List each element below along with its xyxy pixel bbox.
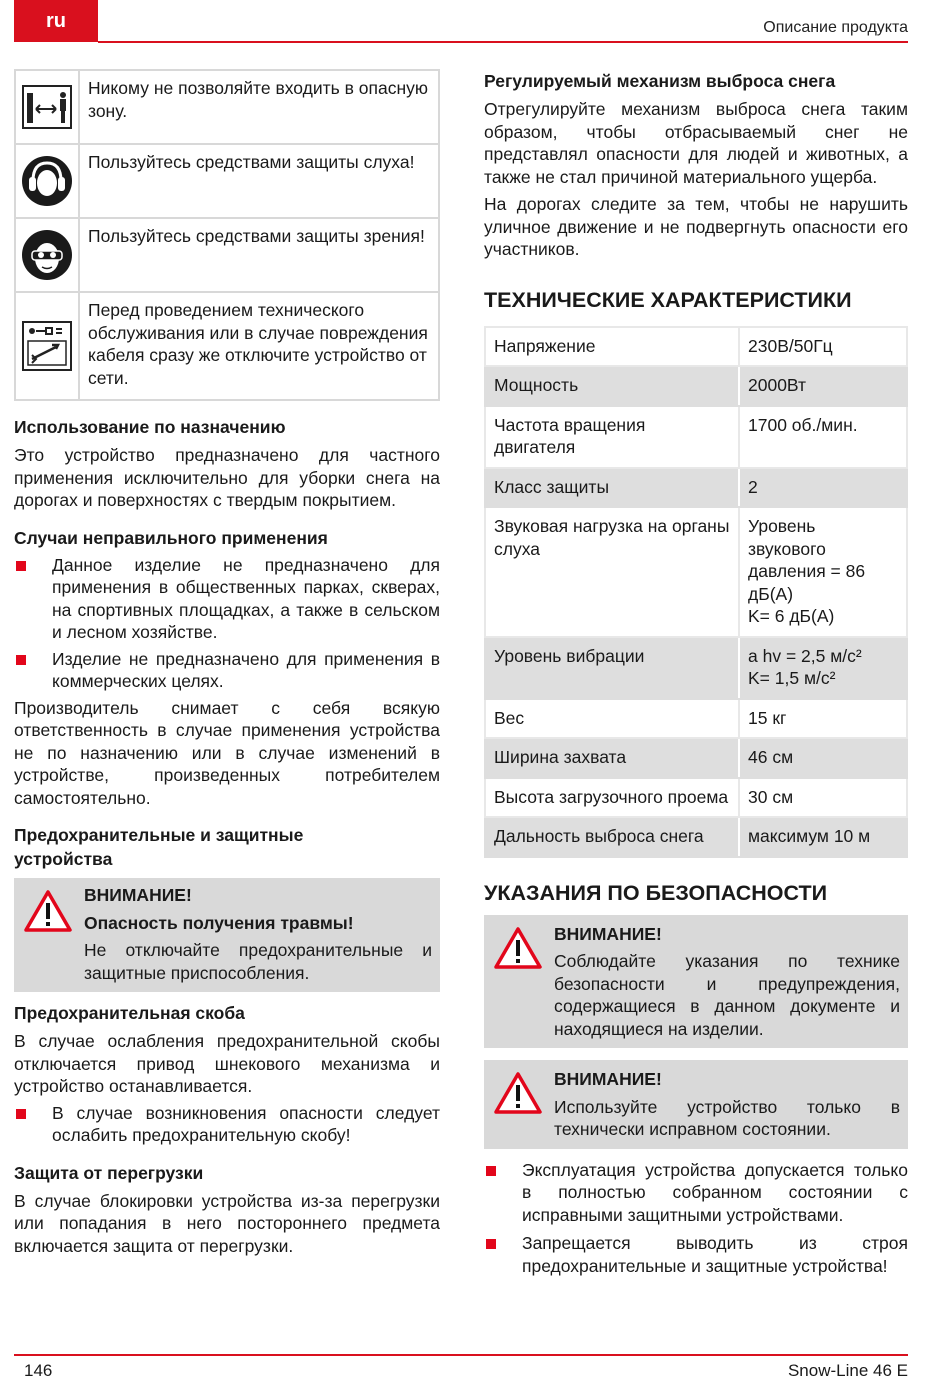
safety-bail-text: В случае ослабления предохранительной скобы отключается привод шнекового механизма и устройство останавливается. [14,1031,440,1096]
symbol-table [14,69,440,401]
warning-triangle-icon [494,1072,542,1114]
spec-label: Уровень вибрации [485,637,739,699]
misuse-bullet: Данное изделие не предназначено для применения в общественных парках, скверах, на спортивных площадках, а также в сельском и лесном хозяйстве. [14,554,440,644]
eye-protection-icon [16,219,80,291]
unplug-maintenance-icon [16,293,80,399]
safety-bullet: Эксплуатация устройства допускается только в полностью собранном состоянии с исправными защитными устройствами. [484,1159,908,1227]
left-column [14,69,440,1257]
warning-triangle-icon [24,890,72,932]
warning-title: ВНИМАНИЕ! [554,1069,662,1089]
spec-label: Звуковая нагрузка на органы слуха [485,507,739,637]
spec-row [485,738,907,778]
symbol-row [16,291,438,399]
symbol-text: Пользуйтесь средствами защиты зрения! [88,226,425,246]
spec-value: 2 [739,468,907,508]
symbol-row [16,143,438,217]
warning-box [484,915,908,1049]
warning-title: ВНИМАНИЕ! [84,885,192,905]
spec-label: Вес [485,699,739,739]
spec-value: 230В/50Гц [739,327,907,367]
spec-row [485,817,907,857]
spec-row [485,699,907,739]
spec-label: Напряжение [485,327,739,367]
spec-value: 30 см [739,778,907,818]
symbol-row [16,217,438,291]
intended-use-heading: Использование по назначению [14,417,286,437]
safety-bail-bullet: В случае возникновения опасности следует ослабить предохранительную скобу! [14,1102,440,1147]
warning-text: Соблюдайте указания по технике безопасности и предупреждения, содержащиеся в данном документе и находящиеся на изделии. [554,951,900,1039]
spec-label: Высота загрузочного проема [485,778,739,818]
specs-heading: ТЕХНИЧЕСКИЕ ХАРАКТЕРИСТИКИ [484,287,852,312]
warning-subtitle: Опасность получения травмы! [84,912,354,933]
spec-value: 2000Вт [739,366,907,406]
spec-row [485,406,907,468]
symbol-row [16,71,438,143]
warning-box [484,1060,908,1149]
spec-value: 46 см [739,738,907,778]
danger-zone-icon [16,71,80,143]
spec-value: максимум 10 м [739,817,907,857]
chute-text: Отрегулируйте механизм выброса снега таким образом, чтобы отбрасываемый снег не представлял опасности для людей и животных, а также не стал причиной материального ущерба. [484,99,908,187]
spec-label: Класс защиты [485,468,739,508]
warning-text: Не отключайте предохранительные и защитные приспособления. [84,940,432,983]
spec-label: Дальность выброса снега [485,817,739,857]
language-tab: ru [14,0,98,42]
symbol-text: Пользуйтесь средствами защиты слуха! [88,152,415,172]
spec-row [485,327,907,367]
spec-row [485,778,907,818]
ear-protection-icon [16,145,80,217]
header-rule [98,41,908,43]
spec-value: 15 кг [739,699,907,739]
road-text: На дорогах следите за тем, чтобы не нарушить уличное движение и не подвергнуть опасности его участников. [484,194,908,259]
header-section-title: Описание продукта [763,19,908,36]
spec-row [485,637,907,699]
spec-value: Уровень звукового давления = 86 дБ(A) K= 6 дБ(A) [739,507,907,637]
spec-row [485,366,907,406]
page-number: 146 [24,1361,53,1378]
liability-text: Производитель снимает с себя всякую ответственность в случае применения устройства не по назначению или в случае изменений в устройстве, произведенных потребителем самостоятельно. [14,697,440,808]
overload-text: В случае блокировки устройства из-за перегрузки или попадания в него постороннего предмета включается защита от перегрузки. [14,1190,440,1256]
safety-bullet: Запрещается выводить из строя предохранительные и защитные устройства! [484,1232,908,1277]
spec-row [485,507,907,637]
warning-triangle-icon [494,927,542,969]
safety-bail-heading: Предохранительная скоба [14,1003,245,1023]
safety-devices-heading: Предохранительные и защитные устройства [14,825,304,869]
overload-heading: Защита от перегрузки [14,1162,204,1183]
misuse-bullet: Изделие не предназначено для применения в коммерческих целях. [14,648,440,693]
spec-row [485,468,907,508]
misuse-heading: Случаи неправильного применения [14,527,328,548]
symbol-text: Никому не позволяйте входить в опасную зону. [88,78,429,121]
intended-use-text: Это устройство предназначено для частного применения исключительно для уборки снега на дорогах и поверхностях с твердым покрытием. [14,445,440,510]
chute-heading: Регулируемый механизм выброса снега [484,71,836,91]
warning-text: Используйте устройство только в технически исправном состоянии. [554,1096,900,1139]
spec-label: Частота вращения двигателя [485,406,739,468]
footer-rule [14,1354,908,1356]
spec-value: a hv = 2,5 м/с² K= 1,5 м/с² [739,637,907,699]
spec-label: Ширина захвата [485,738,739,778]
spec-label: Мощность [485,366,739,406]
warning-title: ВНИМАНИЕ! [554,923,662,944]
symbol-text: Перед проведением технического обслуживания или в случае повреждения кабеля сразу же отключите устройство от сети. [88,300,428,388]
warning-box [14,878,440,992]
specs-table [484,326,908,858]
spec-value: 1700 об./мин. [739,406,907,468]
safety-heading: УКАЗАНИЯ ПО БЕЗОПАСНОСТИ [484,880,828,905]
model-name: Snow-Line 46 E [787,1361,908,1378]
right-column [484,69,908,1277]
